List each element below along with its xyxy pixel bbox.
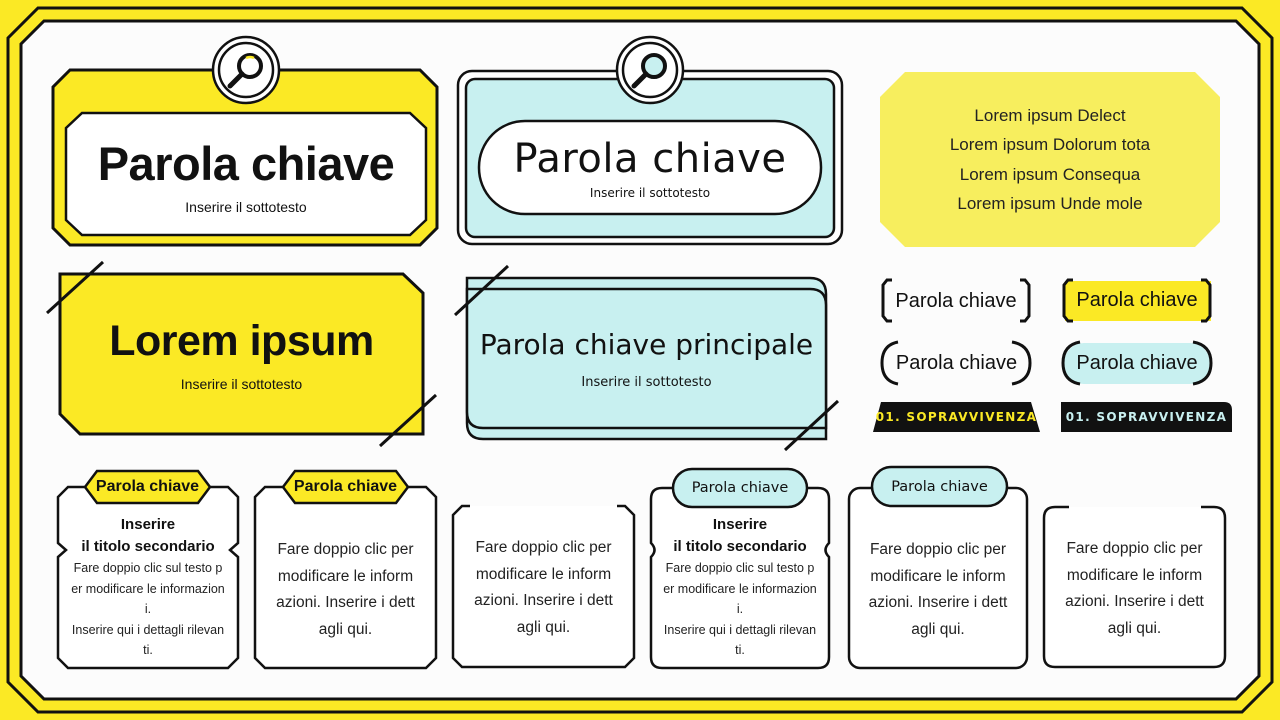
tag-bracket-square (883, 281, 1029, 321)
card-body-line: Fare doppio clic per (277, 541, 414, 558)
card-body-line: er modificare le informazion (71, 581, 225, 596)
keyword-card-cyan (479, 121, 821, 214)
card-body-line: agli qui. (1107, 619, 1162, 637)
card-body-line: Fare doppio clic sul testo p (73, 561, 223, 575)
card-subtitle: Inserire il sottotesto (589, 185, 711, 200)
card-body-line: azioni. Inserire i dett (868, 594, 1008, 611)
card-title-line: Inserire (120, 516, 176, 533)
card-body-line: azioni. Inserire i dett (474, 592, 613, 609)
tag-label: Parola chiave (1076, 352, 1198, 374)
keyword-card-yellow (66, 120, 426, 230)
badge-label: 01. SOPRAVVIVENZA (1065, 410, 1228, 424)
card-body-line: Fare doppio clic per (869, 541, 1007, 558)
lorem-card-yellow (60, 274, 423, 434)
card-title: Lorem ipsum (109, 316, 374, 365)
card-title-line: il titolo secondario (79, 536, 216, 558)
info-card-1 (58, 514, 238, 661)
tab-text: Parola chiave (95, 478, 200, 495)
card-tab-label (673, 469, 807, 507)
card-tab-label (85, 471, 210, 503)
info-card-4 (651, 514, 829, 661)
list-line: Lorem ipsum Dolorum tota (949, 135, 1151, 154)
tab-text: Parola chiave (891, 478, 988, 495)
card-body-line: Inserire qui i dettagli rilevan (663, 622, 817, 637)
card-body-line: Fare doppio clic per (1066, 540, 1203, 557)
card-body-line: agli qui. (318, 620, 373, 638)
card-tab-label (872, 467, 1007, 506)
card-title: Parola chiave (97, 136, 395, 190)
lorem-list-box (880, 72, 1220, 247)
search-icon (222, 46, 270, 94)
tab-text: Parola chiave (293, 478, 398, 495)
badge-section-cyan (1061, 402, 1232, 432)
list-line: Lorem ipsum Consequa (959, 164, 1141, 184)
card-body-line: agli qui. (911, 620, 965, 638)
card-title-line: il titolo secondario (671, 536, 808, 558)
card-body-line: modificare le inform (870, 567, 1006, 585)
info-card-2 (255, 537, 436, 643)
tag-label: Parola chiave (895, 352, 1018, 374)
tag-bracket-square-yellow (1064, 280, 1210, 320)
list-line: Lorem ipsum Delect (974, 105, 1126, 125)
main-keyword-card-cyan (467, 289, 826, 428)
list-line: Lorem ipsum Unde mole (957, 194, 1143, 213)
card-title: Parola chiave principale (479, 327, 814, 361)
card-body-line: Fare doppio clic per (475, 539, 612, 556)
card-body-line: ti. (143, 643, 153, 657)
info-card-5 (849, 537, 1027, 643)
card-body-line: Inserire qui i dettagli rilevan (71, 622, 225, 637)
card-body-line: azioni. Inserire i dett (276, 594, 415, 611)
search-icon (626, 46, 674, 94)
card-body-line: modificare le inform (277, 567, 414, 585)
card-body-line: modificare le inform (475, 565, 612, 583)
card-tab-label (283, 471, 408, 503)
tab-text: Parola chiave (691, 480, 789, 496)
card-body-line: i. (144, 602, 152, 616)
badge-label: 01. SOPRAVVIVENZA (875, 410, 1038, 424)
card-body-line: i. (736, 602, 744, 616)
info-card-6 (1044, 536, 1225, 642)
card-subtitle: Inserire il sottotesto (180, 375, 303, 392)
info-card-3 (453, 535, 634, 641)
card-body-line: agli qui. (516, 618, 571, 636)
card-body-line: azioni. Inserire i dett (1065, 593, 1204, 610)
badge-section-yellow (873, 402, 1040, 432)
card-subtitle: Inserire il sottotesto (581, 374, 712, 390)
card-title: Parola chiave (513, 135, 787, 182)
tag-label: Parola chiave (1076, 288, 1198, 311)
card-subtitle: Inserire il sottotesto (185, 198, 307, 215)
tag-label: Parola chiave (895, 289, 1017, 312)
tag-bracket-round-cyan (1064, 343, 1210, 384)
tag-bracket-round (883, 343, 1030, 384)
card-title-line: Inserire (712, 516, 768, 533)
card-body-line: er modificare le informazion (663, 581, 817, 596)
card-body-line: modificare le inform (1066, 566, 1203, 584)
card-body-line: Fare doppio clic sul testo p (665, 561, 815, 575)
card-body-line: ti. (735, 643, 745, 657)
